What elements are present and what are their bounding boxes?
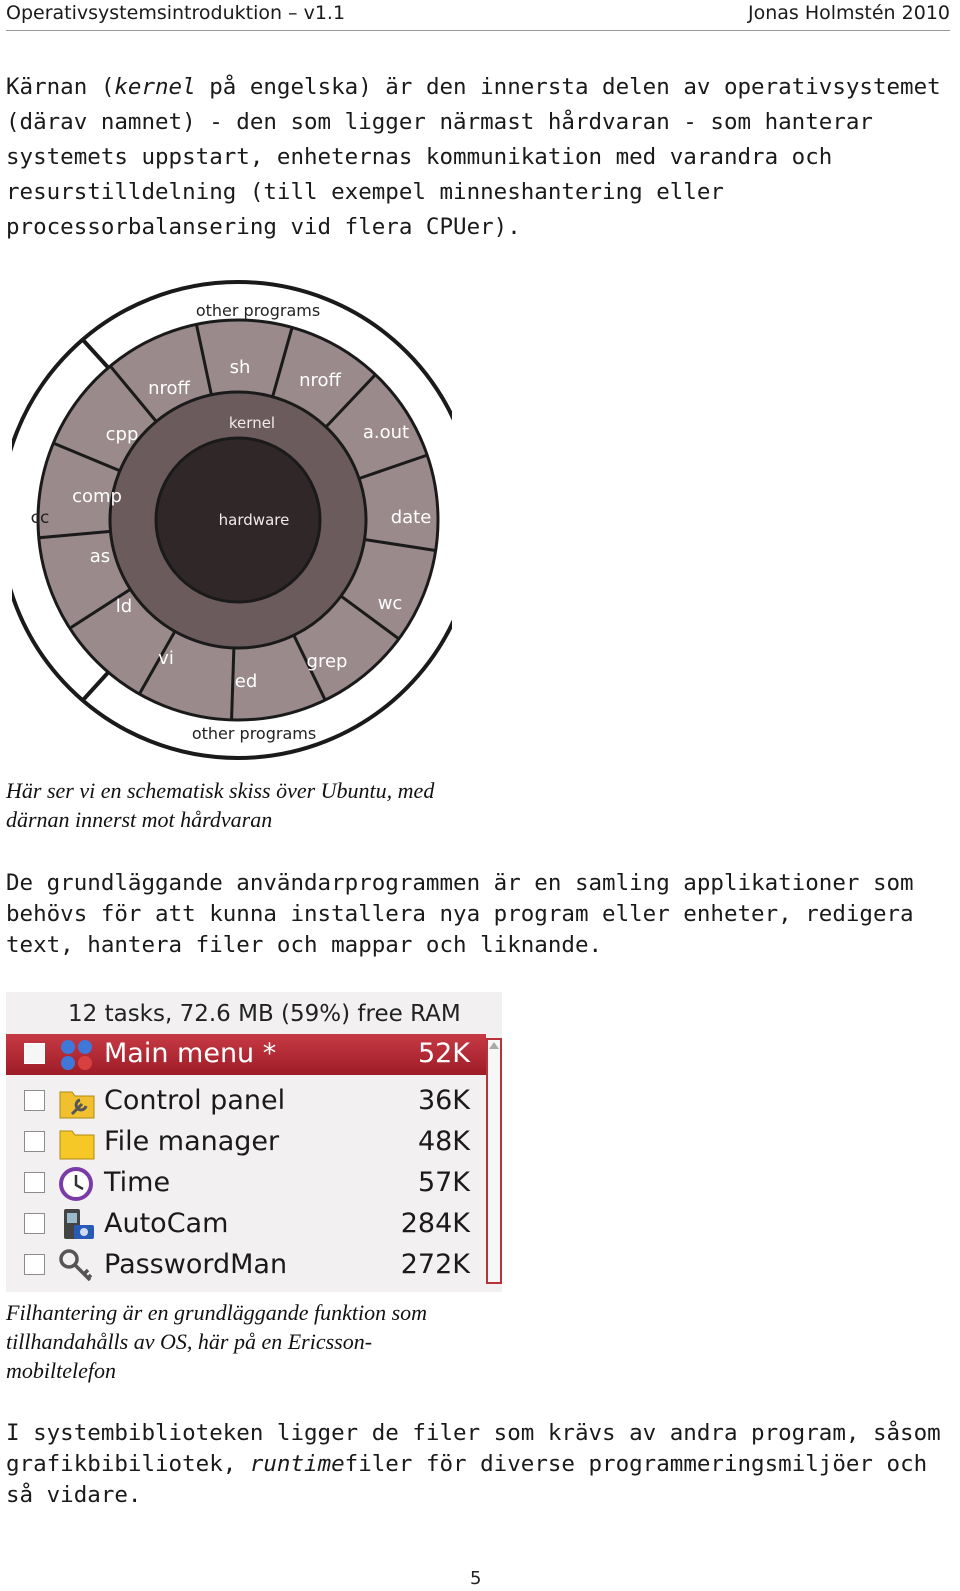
task-name: Control panel [104,1085,286,1116]
label-other-programs-top: other programs [195,301,321,320]
diagram-caption-line-2: därnan innerst mot hårdvaran [6,807,273,832]
task-name: PasswordMan [104,1249,288,1280]
folder-icon [58,1125,96,1161]
clock-icon [58,1166,96,1202]
task-size: 48K [417,1126,470,1157]
task-row-time[interactable] [6,1163,486,1204]
task-size: 57K [417,1167,470,1198]
task-checkbox[interactable] [24,1172,45,1193]
camera-phone-icon [58,1207,96,1243]
kernel-paragraph-start: Kärnan ( [6,74,115,100]
page-number: 5 [470,1568,482,1589]
label-program-date: date [390,507,432,528]
label-program-ld: ld [115,596,133,617]
scroll-up-arrow-icon[interactable] [489,1042,499,1049]
task-size: 52K [417,1038,470,1069]
label-hardware: hardware [218,511,290,529]
task-name: Main menu * [104,1038,277,1069]
main-menu-icon [58,1037,96,1073]
user-programs-paragraph: De grundläggande användarprogrammen är en samling applikationer som behövs för att kunna installera nya program eller enheter, redigera text, hantera filer och mappar och liknande. [6,870,914,958]
label-program-cpp: cpp [105,424,139,445]
page-header [6,0,950,28]
label-program-ed: ed [234,671,258,692]
phone-caption-line-3: mobiltelefon [6,1358,116,1383]
task-size: 272K [400,1249,470,1280]
ram-status: 12 tasks, 72.6 MB (59%) free RAM [68,1001,461,1027]
task-row-main-menu[interactable] [6,1034,486,1075]
system-libraries-paragraph [6,1418,952,1511]
key-icon [58,1248,96,1284]
task-name: Time [104,1167,171,1198]
system-libraries-start: I systembiblioteken ligger de filer som krävs av andra program, såsom grafikbibiliotek, [6,1420,941,1477]
task-row-autocam[interactable] [6,1204,486,1245]
task-checkbox[interactable] [24,1043,45,1064]
label-cc: cc [30,508,50,528]
runtime-term: runtime [249,1451,345,1477]
task-checkbox[interactable] [24,1213,45,1234]
label-other-programs-bottom: other programs [191,724,317,743]
label-program-as: as [89,546,111,567]
kernel-paragraph [6,70,952,245]
label-program-sh: sh [229,357,251,378]
label-program-comp: comp [72,486,122,507]
header-rule [6,30,950,31]
task-row-passwordman[interactable] [6,1245,486,1286]
diagram-caption-line-1: Här ser vi en schematisk skiss över Ubuntu, med [6,778,435,803]
label-program-wc: wc [377,593,403,614]
label-program-nroff-left: nroff [148,378,190,399]
header-title: Operativsystemsintroduktion – v1.1 [6,2,346,24]
task-row-file-manager[interactable] [6,1122,486,1163]
kernel-paragraph-rest: på engelska) är den innersta delen av operativsystemet (därav namnet) - den som ligger närmast hårdvaran - som hanterar systemets uppstart, enheternas kommunikation med varandra och resurstilldelning (till exempel minneshantering eller processorbalansering vid flera CPUer). [6,74,941,240]
task-size: 36K [417,1085,470,1116]
diagram-caption [6,776,434,834]
control-panel-icon [58,1084,96,1120]
header-author: Jonas Holmstén 2010 [747,2,950,24]
task-list-scrollbar[interactable] [486,1038,502,1284]
label-program-nroff-right: nroff [299,370,341,391]
phone-caption-line-1: Filhantering är en grundläggande funktion som [6,1300,428,1325]
phone-task-manager-screenshot [6,992,502,1292]
label-program-grep: grep [306,651,348,672]
system-libraries-rest: filer för diverse programmeringsmiljöer och så vidare. [6,1451,928,1508]
kernel-term: kernel [114,74,196,100]
label-kernel: kernel [228,414,276,432]
label-program-a-out: a.out [362,422,410,443]
task-checkbox[interactable] [24,1090,45,1111]
task-name: AutoCam [104,1208,229,1239]
task-row-control-panel[interactable] [6,1081,486,1122]
task-checkbox[interactable] [24,1131,45,1152]
os-layer-diagram [12,276,452,764]
task-size: 284K [400,1208,470,1239]
label-program-vi: vi [158,648,174,669]
task-checkbox[interactable] [24,1254,45,1275]
phone-caption [6,1298,427,1385]
task-name: File manager [104,1126,280,1157]
phone-caption-line-2: tillhandahålls av OS, här på en Ericsson- [6,1329,373,1354]
